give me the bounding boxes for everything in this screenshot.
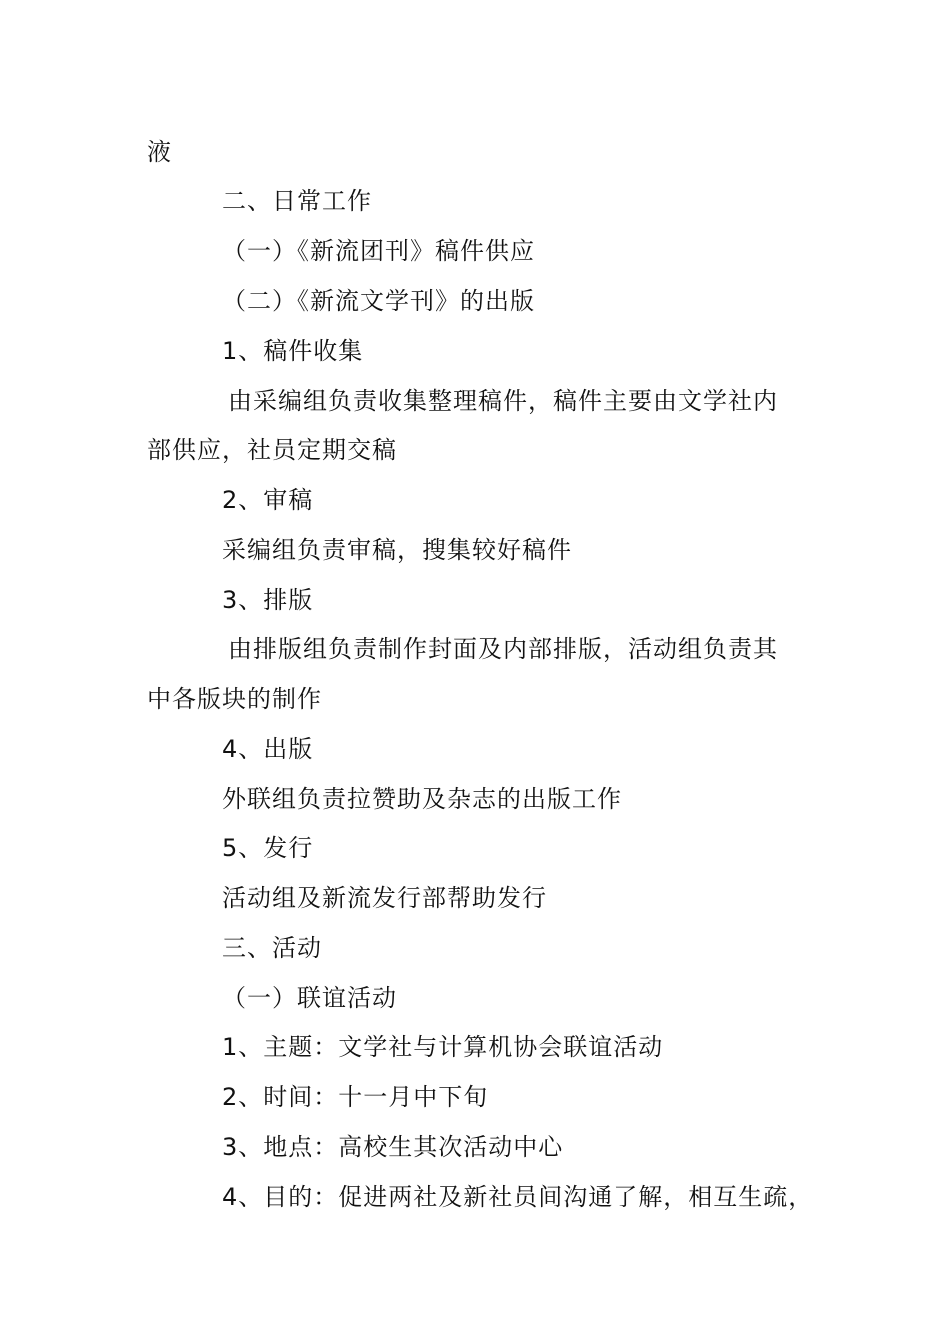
list-item-theme: 1、主题：文学社与计算机协会联谊活动 bbox=[222, 1033, 664, 1061]
paragraph-line: 活动组及新流发行部帮助发行 bbox=[222, 884, 547, 912]
item-heading-distribution: 5、发行 bbox=[222, 834, 314, 862]
paragraph-line: 由排版组负责制作封面及内部排版，活动组负责其 bbox=[228, 635, 778, 663]
list-item-location: 3、地点：高校生其次活动中心 bbox=[222, 1133, 564, 1161]
paragraph-line: 采编组负责审稿，搜集较好稿件 bbox=[222, 536, 572, 564]
paragraph-line: 部供应，社员定期交稿 bbox=[147, 436, 397, 464]
item-heading-collection: 1、稿件收集 bbox=[222, 337, 364, 365]
list-item-purpose: 4、目的：促进两社及新社员间沟通了解，相互生疏， bbox=[222, 1183, 814, 1211]
subheading-social-activity: （一）联谊活动 bbox=[222, 984, 397, 1012]
paragraph-line: 中各版块的制作 bbox=[147, 685, 322, 713]
paragraph-line: 外联组负责拉赞助及杂志的出版工作 bbox=[222, 785, 622, 813]
section-heading-daily-work: 二、日常工作 bbox=[222, 187, 372, 215]
item-heading-review: 2、审稿 bbox=[222, 486, 314, 514]
subheading-tuankan-supply: （一）《新流团刊》稿件供应 bbox=[222, 237, 535, 265]
item-heading-layout: 3、排版 bbox=[222, 586, 314, 614]
subheading-wenxuekan-publishing: （二）《新流文学刊》的出版 bbox=[222, 287, 535, 315]
item-heading-publish: 4、出版 bbox=[222, 735, 314, 763]
paragraph-line: 由采编组负责收集整理稿件，稿件主要由文学社内 bbox=[228, 387, 778, 415]
section-heading-activities: 三、活动 bbox=[222, 934, 322, 962]
list-item-time: 2、时间：十一月中下旬 bbox=[222, 1083, 489, 1111]
text-line-continuation: 液 bbox=[147, 138, 172, 166]
